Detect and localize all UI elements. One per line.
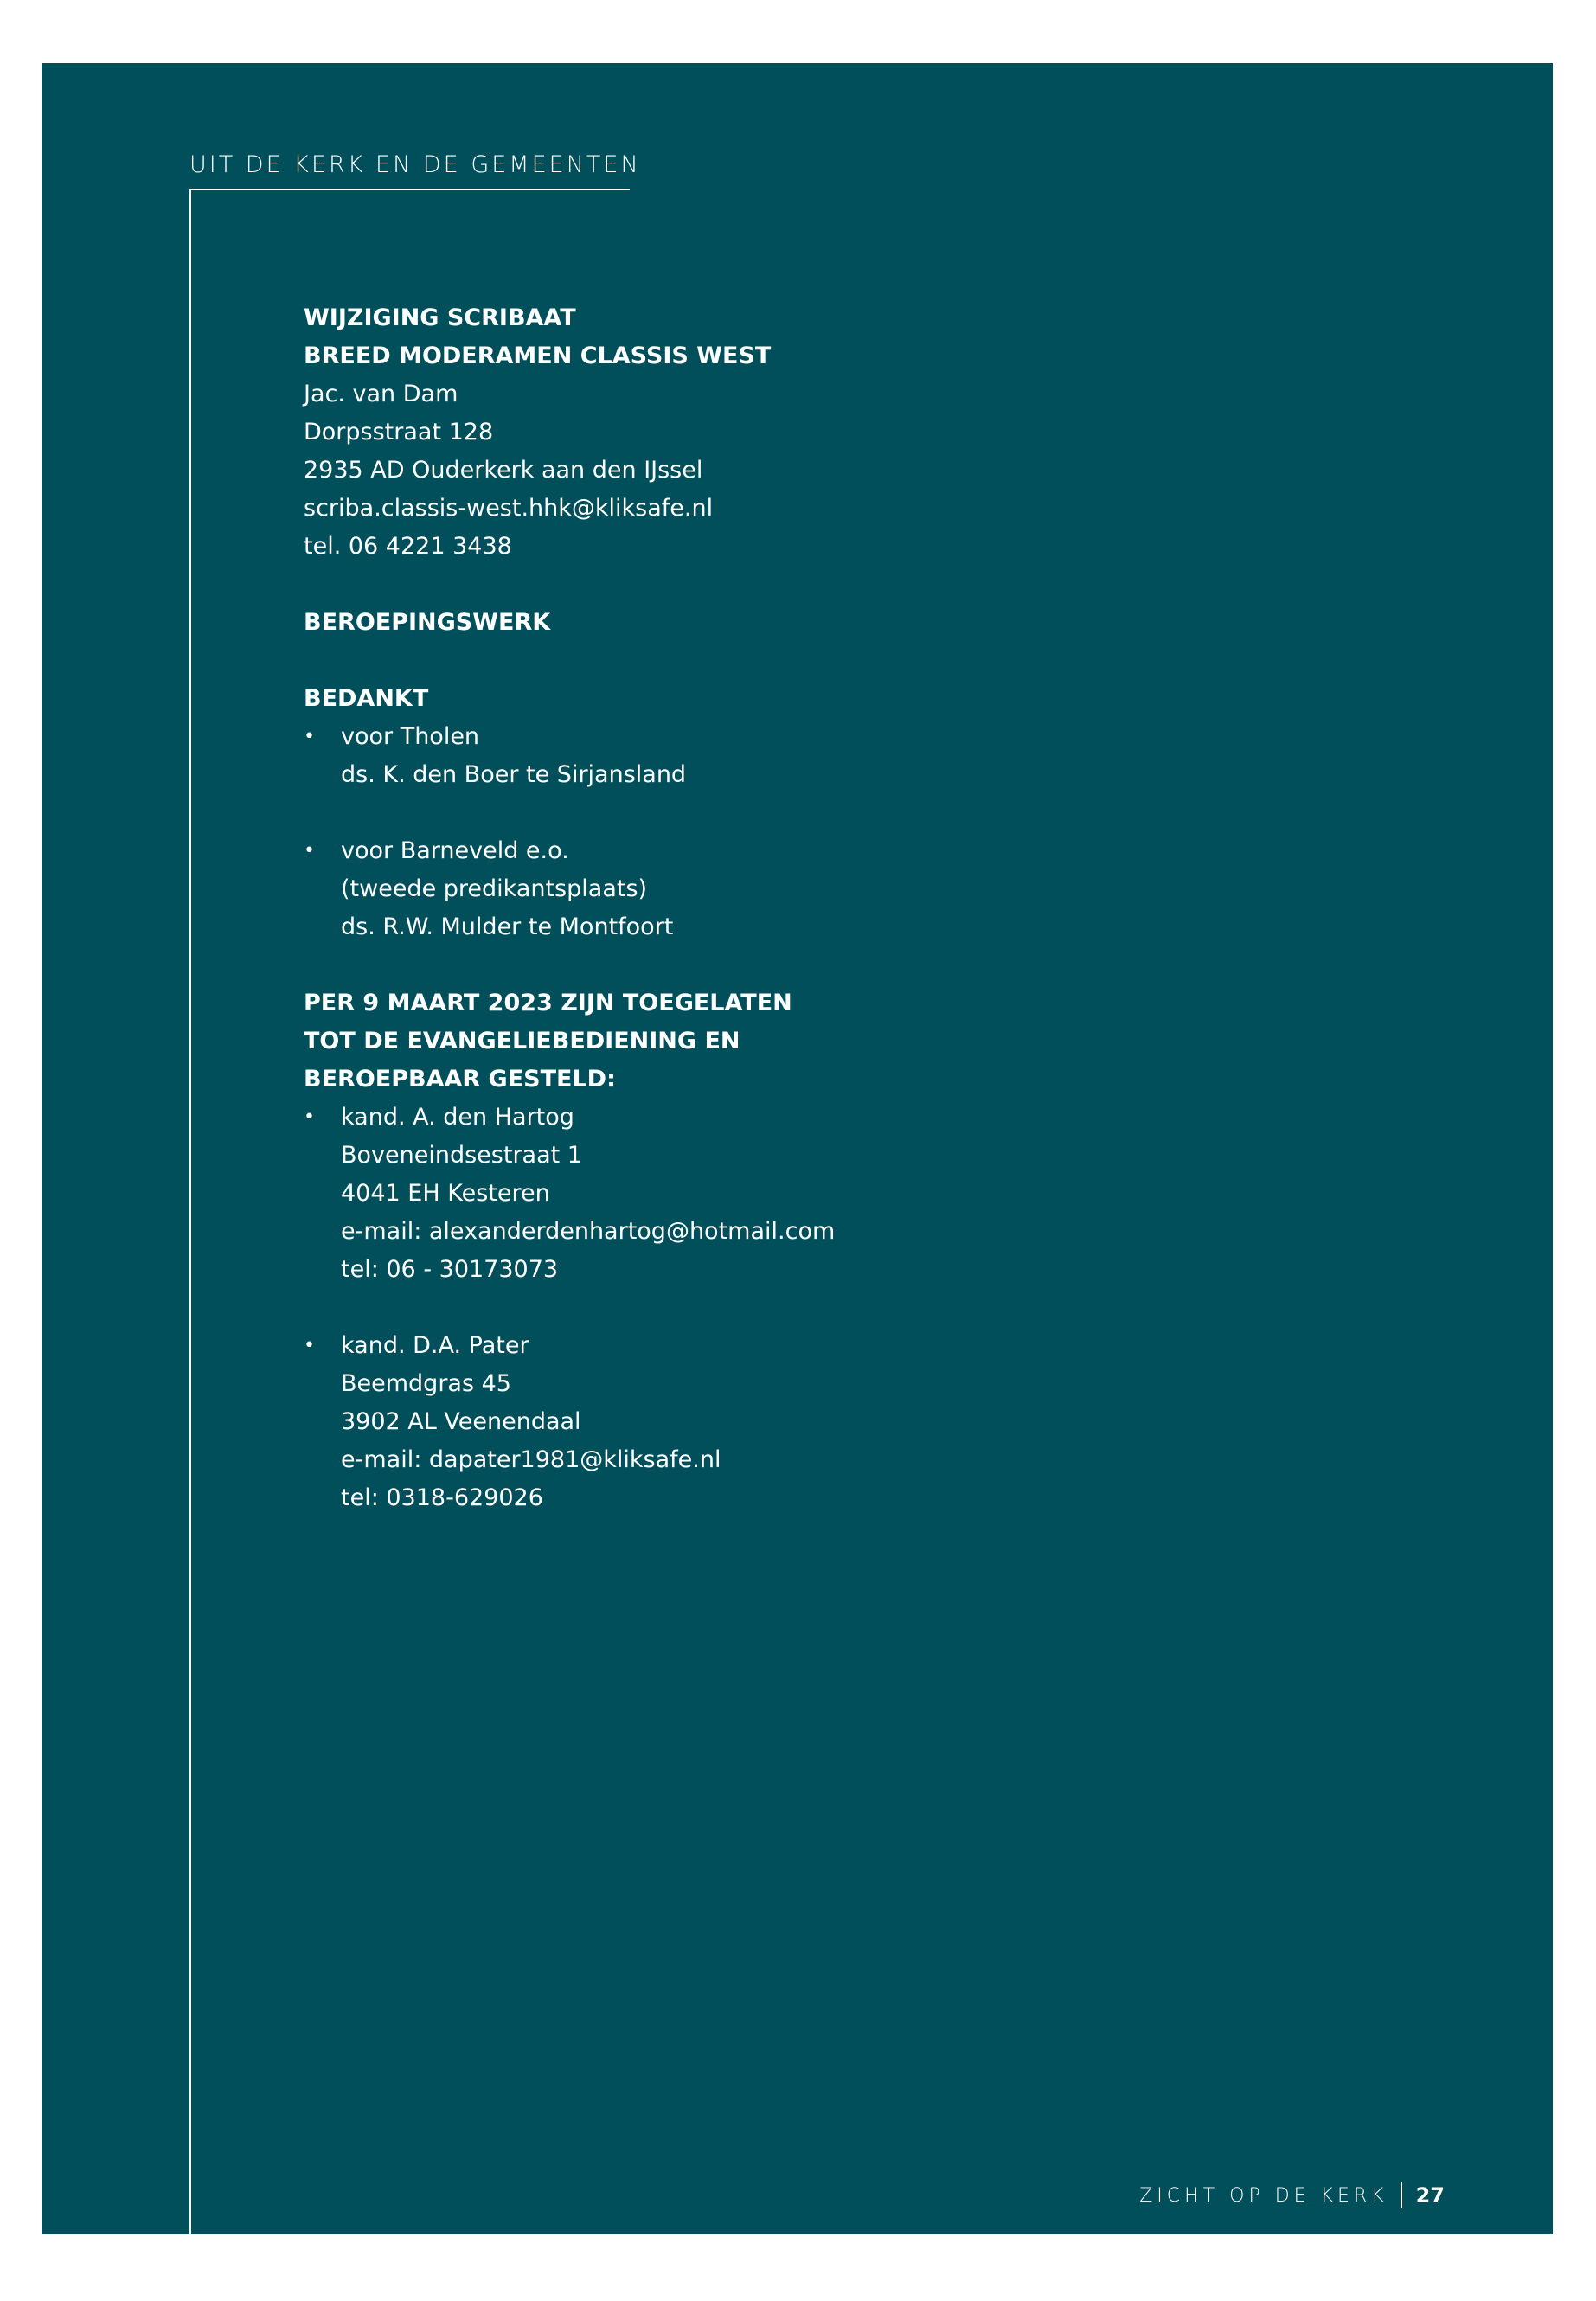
footer-divider: [1401, 2182, 1402, 2208]
magazine-title: ZICHT OP DE KERK: [1139, 2184, 1388, 2207]
candidate-street: Beemdgras 45: [341, 1370, 511, 1397]
bullet: •: [304, 726, 315, 747]
item-line: ds. R.W. Mulder te Montfoort: [341, 913, 674, 940]
item-line: ds. K. den Boer te Sirjansland: [341, 761, 687, 788]
page-number: 27: [1415, 2183, 1445, 2208]
scribaat-heading: WIJZIGING SCRIBAAT: [304, 304, 576, 331]
candidate-tel: tel: 0318-629026: [341, 1484, 543, 1511]
scribaat-subheading: BREED MODERAMEN CLASSIS WEST: [304, 343, 772, 369]
scribaat-email: scriba.classis-west.hhk@kliksafe.nl: [304, 495, 714, 522]
bullet: •: [304, 840, 315, 862]
list-item: [304, 832, 835, 946]
scribaat-city: 2935 AD Ouderkerk aan den IJssel: [304, 457, 703, 484]
item-line: voor Tholen: [341, 723, 480, 750]
section-title: UIT DE KERK EN DE GEMEENTEN: [189, 151, 641, 178]
item-line: (tweede predikantsplaats): [341, 875, 648, 902]
candidate-tel: tel: 06 - 30173073: [341, 1256, 559, 1283]
item-line: voor Barneveld e.o.: [341, 837, 569, 864]
scribaat-street: Dorpsstraat 128: [304, 419, 494, 445]
list-item: [304, 718, 835, 794]
candidate-email: e-mail: dapater1981@kliksafe.nl: [341, 1446, 721, 1473]
candidate-email: e-mail: alexanderdenhartog@hotmail.com: [341, 1218, 836, 1245]
beroepingswerk-heading: BEROEPINGSWERK: [304, 609, 551, 636]
list-item: [304, 1327, 835, 1517]
list-item: [304, 1099, 835, 1289]
scribaat-tel: tel. 06 4221 3438: [304, 533, 512, 560]
candidate-street: Boveneindsestraat 1: [341, 1142, 582, 1169]
page-footer: [1139, 2181, 1445, 2210]
candidate-city: 4041 EH Kesteren: [341, 1180, 550, 1207]
vertical-rule: [189, 189, 191, 2234]
candidate-city: 3902 AL Veenendaal: [341, 1408, 581, 1435]
header-underline: [189, 189, 630, 190]
scribaat-name: Jac. van Dam: [304, 381, 458, 407]
toegelaten-heading: BEROEPBAAR GESTELD:: [304, 1066, 616, 1093]
bedankt-heading: BEDANKT: [304, 685, 429, 712]
bullet: •: [304, 1335, 315, 1356]
candidate-name: kand. A. den Hartog: [341, 1104, 574, 1131]
article-body: [304, 299, 835, 1517]
toegelaten-heading: PER 9 MAART 2023 ZIJN TOEGELATEN: [304, 990, 792, 1016]
candidate-name: kand. D.A. Pater: [341, 1332, 529, 1359]
bullet: •: [304, 1106, 315, 1128]
toegelaten-heading: TOT DE EVANGELIEBEDIENING EN: [304, 1028, 740, 1054]
